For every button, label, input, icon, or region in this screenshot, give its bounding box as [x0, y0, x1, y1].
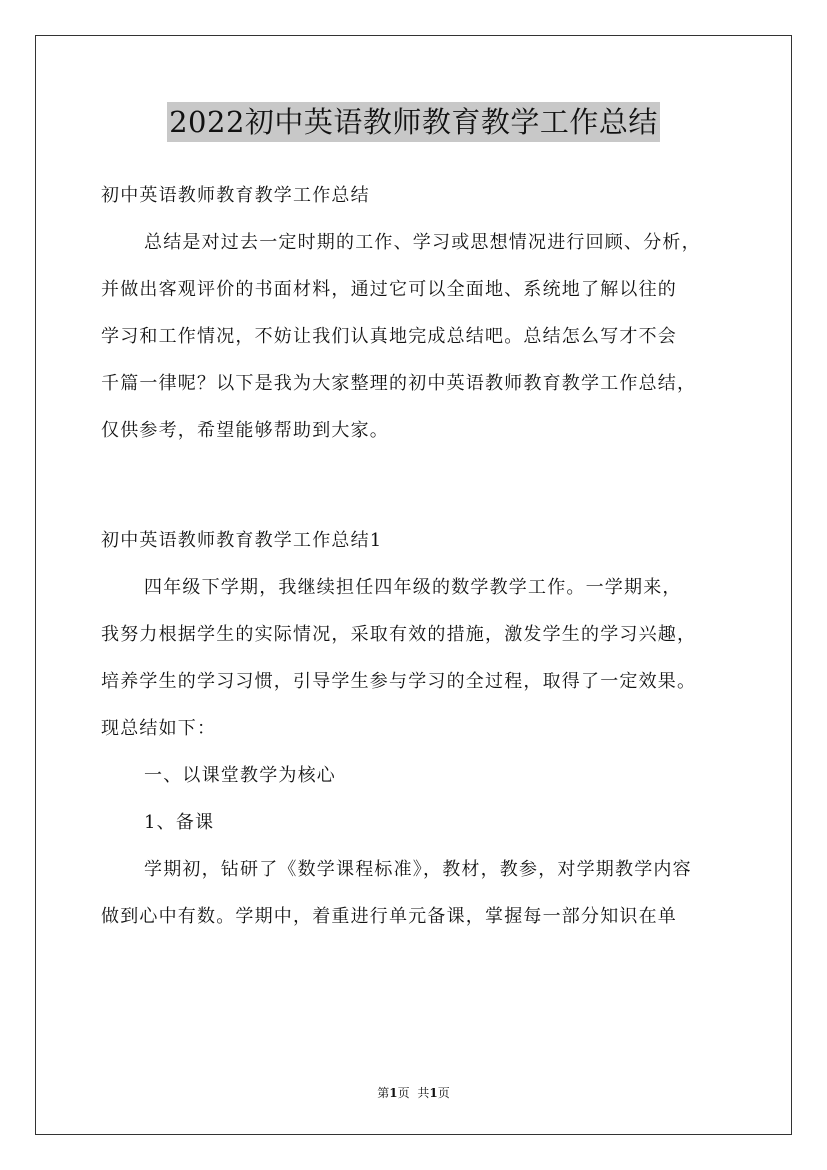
footer-page-number: 1	[389, 1086, 398, 1100]
footer-total-prefix: 共	[417, 1086, 430, 1100]
paragraph-line: 四年级下学期，我继续担任四年级的数学教学工作。一学期来，	[144, 577, 682, 598]
section-gap	[101, 454, 745, 517]
footer-page-suffix: 页	[397, 1086, 410, 1100]
intro-line: 千篇一律呢？以下是我为大家整理的初中英语教师教育教学工作总结，	[101, 373, 697, 394]
intro-line: 并做出客观评价的书面材料，通过它可以全面地、系统地了解以往的	[101, 279, 677, 300]
title-container	[0, 102, 827, 142]
intro-line: 学习和工作情况，不妨让我们认真地完成总结吧。总结怎么写才不会	[101, 326, 677, 347]
intro-line: 仅供参考，希望能够帮助到大家。	[101, 420, 389, 441]
page-footer	[0, 1085, 827, 1101]
paragraph-line: 学期初，钻研了《数学课程标准》，教材，教参，对学期教学内容	[144, 859, 692, 880]
intro-line: 总结是对过去一定时期的工作、学习或思想情况进行回顾、分析，	[144, 232, 701, 253]
document-title: 2022初中英语教师教育教学工作总结	[167, 102, 660, 142]
paragraph-line: 培养学生的学习习惯，引导学生参与学习的全过程，取得了一定效果。	[101, 671, 697, 692]
paragraph-line: 做到心中有数。学期中，着重进行单元备课，掌握每一部分知识在单	[101, 906, 677, 927]
footer-total-suffix: 页	[437, 1086, 450, 1100]
subheading: 一、以课堂教学为核心	[144, 765, 336, 786]
footer-total-number: 1	[429, 1086, 438, 1100]
paragraph-line: 我努力根据学生的实际情况，采取有效的措施，激发学生的学习兴趣，	[101, 624, 697, 645]
subheading: 1、备课	[144, 812, 215, 833]
intro-heading: 初中英语教师教育教学工作总结	[101, 185, 370, 206]
document-body	[101, 172, 745, 940]
footer-page-prefix: 第	[377, 1086, 390, 1100]
section-heading: 初中英语教师教育教学工作总结1	[101, 530, 383, 551]
paragraph-line: 现总结如下：	[101, 718, 217, 739]
